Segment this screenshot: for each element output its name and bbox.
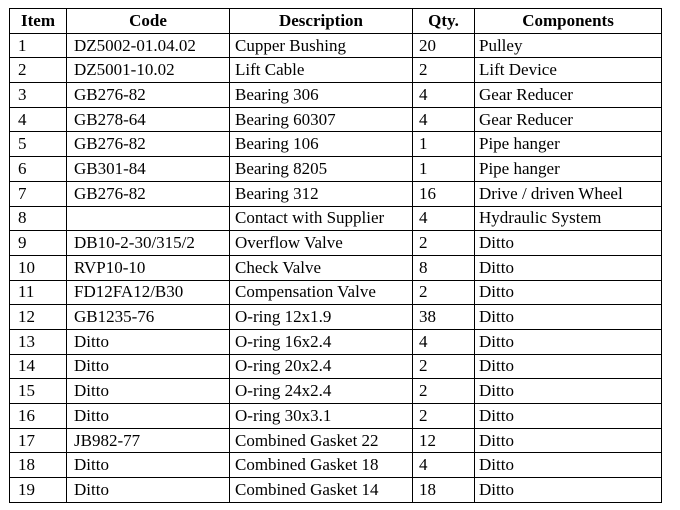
- header-description: Description: [230, 9, 413, 34]
- components-cell: Ditto: [475, 329, 662, 354]
- code-cell: FD12FA12/B30: [67, 280, 230, 305]
- desc-cell: Overflow Valve: [230, 231, 413, 256]
- table-row: [10, 58, 662, 83]
- qty-cell: 2: [413, 280, 475, 305]
- qty-cell: 2: [413, 58, 475, 83]
- qty-cell: 2: [413, 231, 475, 256]
- qty-cell: 18: [413, 478, 475, 503]
- table-row: [10, 107, 662, 132]
- header-code: Code: [67, 9, 230, 34]
- desc-cell: Compensation Valve: [230, 280, 413, 305]
- table-row: [10, 157, 662, 182]
- item-cell: 6: [10, 157, 67, 182]
- table-row: [10, 132, 662, 157]
- item-cell: 11: [10, 280, 67, 305]
- qty-cell: 4: [413, 329, 475, 354]
- table-row: [10, 478, 662, 503]
- code-cell: [67, 206, 230, 231]
- item-cell: 5: [10, 132, 67, 157]
- header-qty: Qty.: [413, 9, 475, 34]
- components-cell: Ditto: [475, 404, 662, 429]
- desc-cell: Cupper Bushing: [230, 33, 413, 58]
- qty-cell: 1: [413, 132, 475, 157]
- code-cell: Ditto: [67, 404, 230, 429]
- table-row: [10, 231, 662, 256]
- header-item: Item: [10, 9, 67, 34]
- components-cell: Ditto: [475, 231, 662, 256]
- desc-cell: Bearing 60307: [230, 107, 413, 132]
- desc-cell: Combined Gasket 22: [230, 428, 413, 453]
- code-cell: Ditto: [67, 453, 230, 478]
- table-row: [10, 379, 662, 404]
- code-cell: RVP10-10: [67, 255, 230, 280]
- item-cell: 10: [10, 255, 67, 280]
- components-cell: Pipe hanger: [475, 132, 662, 157]
- item-cell: 8: [10, 206, 67, 231]
- code-cell: GB276-82: [67, 181, 230, 206]
- item-cell: 13: [10, 329, 67, 354]
- components-cell: Ditto: [475, 280, 662, 305]
- desc-cell: Bearing 106: [230, 132, 413, 157]
- header-row: [10, 9, 662, 34]
- item-cell: 9: [10, 231, 67, 256]
- desc-cell: Bearing 306: [230, 83, 413, 108]
- components-cell: Ditto: [475, 428, 662, 453]
- components-cell: Hydraulic System: [475, 206, 662, 231]
- item-cell: 19: [10, 478, 67, 503]
- table-body: [10, 33, 662, 502]
- desc-cell: Bearing 8205: [230, 157, 413, 182]
- desc-cell: Combined Gasket 18: [230, 453, 413, 478]
- item-cell: 7: [10, 181, 67, 206]
- desc-cell: Contact with Supplier: [230, 206, 413, 231]
- qty-cell: 1: [413, 157, 475, 182]
- code-cell: Ditto: [67, 329, 230, 354]
- table-row: [10, 305, 662, 330]
- item-cell: 14: [10, 354, 67, 379]
- components-cell: Ditto: [475, 354, 662, 379]
- table-row: [10, 255, 662, 280]
- table-header: [10, 9, 662, 34]
- table-row: [10, 33, 662, 58]
- components-cell: Pulley: [475, 33, 662, 58]
- qty-cell: 38: [413, 305, 475, 330]
- table-row: [10, 206, 662, 231]
- qty-cell: 8: [413, 255, 475, 280]
- desc-cell: O-ring 30x3.1: [230, 404, 413, 429]
- code-cell: GB1235-76: [67, 305, 230, 330]
- desc-cell: Lift Cable: [230, 58, 413, 83]
- code-cell: DB10-2-30/315/2: [67, 231, 230, 256]
- qty-cell: 16: [413, 181, 475, 206]
- components-cell: Ditto: [475, 305, 662, 330]
- desc-cell: O-ring 12x1.9: [230, 305, 413, 330]
- desc-cell: O-ring 20x2.4: [230, 354, 413, 379]
- parts-table: [9, 8, 662, 503]
- code-cell: GB276-82: [67, 132, 230, 157]
- header-components: Components: [475, 9, 662, 34]
- qty-cell: 4: [413, 83, 475, 108]
- components-cell: Ditto: [475, 478, 662, 503]
- item-cell: 17: [10, 428, 67, 453]
- qty-cell: 2: [413, 379, 475, 404]
- item-cell: 12: [10, 305, 67, 330]
- table-row: [10, 404, 662, 429]
- table-row: [10, 83, 662, 108]
- code-cell: GB278-64: [67, 107, 230, 132]
- item-cell: 1: [10, 33, 67, 58]
- qty-cell: 20: [413, 33, 475, 58]
- table-row: [10, 453, 662, 478]
- qty-cell: 2: [413, 404, 475, 429]
- components-cell: Ditto: [475, 379, 662, 404]
- qty-cell: 12: [413, 428, 475, 453]
- code-cell: GB301-84: [67, 157, 230, 182]
- code-cell: Ditto: [67, 354, 230, 379]
- code-cell: Ditto: [67, 478, 230, 503]
- qty-cell: 2: [413, 354, 475, 379]
- desc-cell: Combined Gasket 14: [230, 478, 413, 503]
- components-cell: Gear Reducer: [475, 83, 662, 108]
- qty-cell: 4: [413, 107, 475, 132]
- item-cell: 15: [10, 379, 67, 404]
- item-cell: 4: [10, 107, 67, 132]
- desc-cell: Bearing 312: [230, 181, 413, 206]
- code-cell: DZ5002-01.04.02: [67, 33, 230, 58]
- item-cell: 3: [10, 83, 67, 108]
- table-row: [10, 280, 662, 305]
- item-cell: 18: [10, 453, 67, 478]
- components-cell: Ditto: [475, 255, 662, 280]
- components-cell: Ditto: [475, 453, 662, 478]
- components-cell: Pipe hanger: [475, 157, 662, 182]
- qty-cell: 4: [413, 206, 475, 231]
- components-cell: Drive / driven Wheel: [475, 181, 662, 206]
- components-cell: Lift Device: [475, 58, 662, 83]
- table-row: [10, 428, 662, 453]
- table-row: [10, 329, 662, 354]
- code-cell: DZ5001-10.02: [67, 58, 230, 83]
- table-row: [10, 354, 662, 379]
- code-cell: JB982-77: [67, 428, 230, 453]
- table-row: [10, 181, 662, 206]
- item-cell: 2: [10, 58, 67, 83]
- desc-cell: O-ring 16x2.4: [230, 329, 413, 354]
- code-cell: GB276-82: [67, 83, 230, 108]
- qty-cell: 4: [413, 453, 475, 478]
- code-cell: Ditto: [67, 379, 230, 404]
- components-cell: Gear Reducer: [475, 107, 662, 132]
- desc-cell: Check Valve: [230, 255, 413, 280]
- item-cell: 16: [10, 404, 67, 429]
- desc-cell: O-ring 24x2.4: [230, 379, 413, 404]
